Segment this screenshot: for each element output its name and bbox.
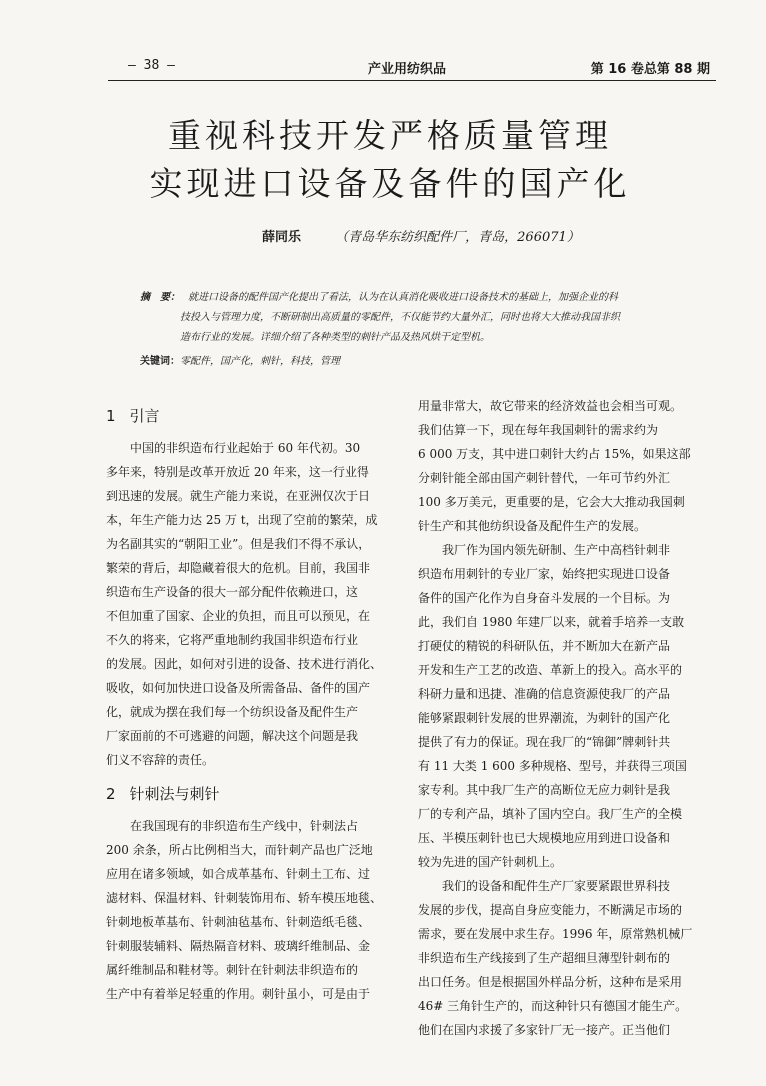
- text-line: 家专利。其中我厂生产的高断位无应力刺针是我: [418, 783, 671, 797]
- text-line: 厂家面前的不可逃避的问题，解决这个问题是我: [106, 729, 359, 743]
- section-number: 2: [106, 785, 116, 803]
- keywords-value: 零配件，国产化，刺针，科技，管理: [180, 356, 340, 367]
- text-line: 有 11 大类 1 600 多种规格、型号，并获得三项国: [418, 759, 687, 773]
- text-line: 200 余条，所占比例相当大，而针刺产品也广泛地: [106, 843, 373, 857]
- text-line: 此，我们自 1980 年建厂以来，就着手培养一支敢: [418, 615, 685, 629]
- abstract: [140, 288, 690, 348]
- text-line: 生产中有着举足轻重的作用。刺针虽小，可是由于: [106, 987, 371, 1001]
- text-line: 非织造布生产线接到了生产超细旦薄型针刺布的: [418, 951, 671, 965]
- issue-info: 第 16 卷总第 88 期: [590, 62, 710, 77]
- paragraph: [418, 874, 718, 1042]
- text-line: 属纤维制品和鞋材等。刺针在针刺法非织造布的: [106, 963, 359, 977]
- text-line: 本，年生产能力达 25 万 t，出现了空前的繁荣，成: [106, 513, 378, 527]
- text-line: 针刺服装辅料、隔热隔音材料、玻璃纤维制品、金: [106, 939, 371, 953]
- abstract-line: 技投入与管理力度，不断研制出高质量的零配件，不仅能节约大量外汇，同时也将大大推动我国非织: [180, 312, 620, 323]
- text-line: 针刺地板革基布、针刺油毡基布、针刺造纸毛毯、: [106, 915, 371, 929]
- page-number: — 38 —: [128, 58, 175, 73]
- text-line: 开发和生产工艺的改造、革新上的投入。高水平的: [418, 663, 683, 677]
- text-line: 们义不容辞的责任。: [106, 753, 215, 767]
- text-line: 分刺针能全部由国产刺针替代，一年可节约外汇: [418, 471, 671, 485]
- section-heading-intro: [106, 404, 406, 428]
- abstract-line: 就进口设备的配件国产化提出了看法，认为在认真消化吸收进口设备技术的基础上，加强企业的科: [188, 292, 618, 303]
- abstract-line: 造布行业的发展。详细介绍了各种类型的刺针产品及热风烘干定型机。: [180, 332, 490, 343]
- section-title: 针刺法与刺针: [129, 785, 220, 803]
- text-line: 繁荣的背后，却隐藏着很大的危机。目前，我国非: [106, 561, 371, 575]
- journal-name: 产业用纺织品: [368, 62, 447, 77]
- article-title: [100, 112, 680, 208]
- text-line: 滤材料、保温材料、针刺装饰用布、轿车模压地毯、: [106, 891, 383, 905]
- text-line: 打硬仗的精锐的科研队伍，并不断加大在新产品: [418, 639, 671, 653]
- text-line: 发展的步伐，提高自身应变能力，不断满足市场的: [418, 903, 683, 917]
- section-heading-needling: [106, 782, 406, 806]
- text-line: 备件的国产化作为自身奋斗发展的一个目标。为: [418, 591, 671, 605]
- text-line: 出口任务。但是根据国外样品分析，这种布是采用: [418, 975, 683, 989]
- text-line: 需求，要在发展中求生存。1996 年，原常熟机械厂: [418, 927, 693, 941]
- text-line: 为名副其实的“朝阳工业”。但是我们不得不承认，: [106, 537, 371, 551]
- left-column: [106, 398, 406, 1006]
- paragraph: [106, 436, 406, 772]
- paragraph: [106, 814, 406, 1006]
- text-line: 多年来，特别是改革开放近 20 年来，这一行业得: [106, 465, 369, 479]
- section-number: 1: [106, 407, 116, 425]
- text-line: 织造布生产设备的很大一部分配件依赖进口，这: [106, 585, 359, 599]
- text-line: 应用在诸多领域，如合成革基布、针刺土工布、过: [106, 867, 371, 881]
- text-line: 的发展。因此，如何对引进的设备、技术进行消化、: [106, 657, 383, 671]
- paragraph: [418, 538, 718, 874]
- text-line: 6 000 万支，其中进口刺针大约占 15%，如果这部: [418, 447, 691, 461]
- text-line: 提供了有力的保证。现在我厂的“锦御”牌刺针共: [418, 735, 671, 749]
- text-line: 他们在国内求援了多家针厂无一接产。正当他们: [418, 1023, 671, 1037]
- text-line: 能够紧跟刺针发展的世界潮流，为刺针的国产化: [418, 711, 671, 725]
- title-line-2: 实现进口设备及备件的国产化: [149, 164, 631, 203]
- text-line: 我厂作为国内领先研制、生产中高档针刺非: [442, 543, 671, 557]
- paragraph: [418, 394, 718, 538]
- section-title: 引言: [129, 407, 160, 425]
- text-line: 我们的设备和配件生产厂家要紧跟世界科技: [442, 879, 671, 893]
- text-line: 吸收，如何加快进口设备及所需备品、备件的国产: [106, 681, 371, 695]
- text-line: 科研力量和迅捷、准确的信息资源使我厂的产品: [418, 687, 671, 701]
- text-line: 针生产和其他纺织设备及配件生产的发展。: [418, 519, 647, 533]
- text-line: 到迅速的发展。就生产能力来说，在亚洲仅次于日: [106, 489, 371, 503]
- text-line: 化，就成为摆在我们每一个纺织设备及配件生产: [106, 705, 359, 719]
- text-line: 压、半模压刺针也已大规模地应用到进口设备和: [418, 831, 671, 845]
- author-name: 薛同乐: [262, 230, 302, 245]
- author-affiliation: （青岛华东纺织配件厂，青岛，266071）: [335, 230, 580, 245]
- text-line: 在我国现有的非织造布生产线中，针刺法占: [130, 819, 359, 833]
- text-line: 较为先进的国产针刺机上。: [418, 855, 563, 869]
- right-column: [418, 394, 718, 1042]
- text-line: 不久的将来，它将严重地制约我国非织造布行业: [106, 633, 359, 647]
- text-line: 我们估算一下，现在每年我国刺针的需求约为: [418, 423, 659, 437]
- text-line: 46# 三角针生产的，而这种针只有德国才能生产。: [418, 999, 688, 1013]
- keywords: [140, 352, 690, 367]
- keywords-label: 关键词：: [140, 356, 180, 367]
- text-line: 中国的非织造布行业起始于 60 年代初。30: [130, 441, 361, 455]
- text-line: 100 多万美元，更重要的是，它会大大推动我国刺: [418, 495, 685, 509]
- text-line: 织造布用刺针的专业厂家，始终把实现进口设备: [418, 567, 671, 581]
- abstract-label: 摘 要：: [140, 292, 180, 303]
- text-line: 用量非常大，故它带来的经济效益也会相当可观。: [418, 399, 683, 413]
- text-line: 不但加重了国家、企业的负担，而且可以预见，在: [106, 609, 371, 623]
- running-header: [108, 56, 716, 82]
- text-line: 厂的专利产品，填补了国内空白。我厂生产的全模: [418, 807, 683, 821]
- author-line: [262, 226, 662, 245]
- header-rule: [108, 80, 716, 81]
- title-line-1: 重视科技开发严格质量管理: [168, 116, 612, 155]
